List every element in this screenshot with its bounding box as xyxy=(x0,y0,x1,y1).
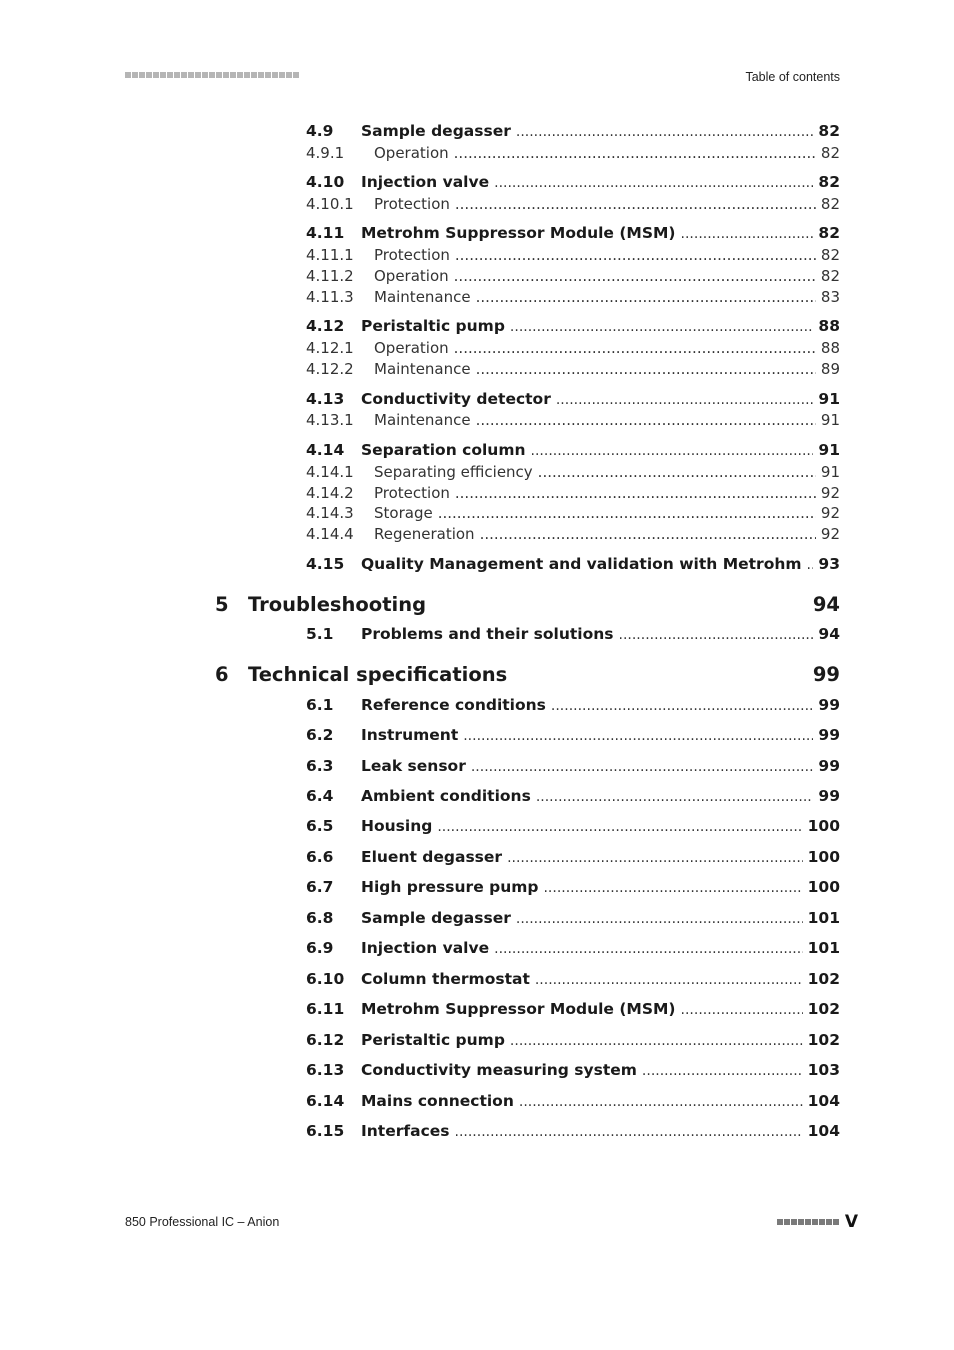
toc-section[interactable] xyxy=(306,817,840,835)
toc-section[interactable] xyxy=(306,625,840,643)
entry-title: Maintenance xyxy=(374,288,471,306)
entry-page: 82 xyxy=(818,122,840,140)
entry-title: Column thermostat xyxy=(361,970,530,988)
entry-number: 6.2 xyxy=(306,726,334,744)
entry-page: 99 xyxy=(818,757,840,775)
dot-leader xyxy=(531,443,814,459)
toc-section[interactable] xyxy=(306,787,840,805)
dot-leader xyxy=(516,911,803,927)
entry-number: 6.3 xyxy=(306,757,334,775)
entry-title: Problems and their solutions xyxy=(361,625,614,643)
entry-number: 6.8 xyxy=(306,909,334,927)
entry-number: 6.11 xyxy=(306,1000,345,1018)
entry-page: 102 xyxy=(807,1031,840,1049)
toc-section[interactable] xyxy=(306,726,840,744)
toc-chapter[interactable] xyxy=(215,593,840,616)
dot-leader xyxy=(556,392,814,408)
entry-page: 92 xyxy=(820,525,840,543)
entry-number: 6.4 xyxy=(306,787,334,805)
toc-section[interactable] xyxy=(306,173,840,191)
entry-number: 6.1 xyxy=(306,696,334,714)
entry-number: 5.1 xyxy=(306,625,334,643)
toc-subsection[interactable] xyxy=(306,525,840,543)
entry-title: Ambient conditions xyxy=(361,787,531,805)
entry-title: Separation column xyxy=(361,441,526,459)
footer-page xyxy=(777,1212,858,1232)
entry-page: 89 xyxy=(820,360,840,378)
entry-page: 100 xyxy=(807,848,840,866)
entry-title: Maintenance xyxy=(374,411,471,429)
dot-leader xyxy=(454,267,816,285)
entry-title: Housing xyxy=(361,817,433,835)
entry-page: 82 xyxy=(820,246,840,264)
dot-leader xyxy=(519,1094,803,1110)
dot-leader xyxy=(455,246,816,264)
entry-title: Reference conditions xyxy=(361,696,546,714)
entry-number: 6.14 xyxy=(306,1092,345,1110)
dot-leader xyxy=(455,1124,803,1140)
toc-section[interactable] xyxy=(306,441,840,459)
toc-section[interactable] xyxy=(306,1061,840,1079)
dot-leader xyxy=(476,288,816,306)
entry-page: 102 xyxy=(807,970,840,988)
entry-title: Operation xyxy=(374,144,449,162)
entry-number: 4.11 xyxy=(306,224,345,242)
entry-title: Interfaces xyxy=(361,1122,450,1140)
toc-subsection[interactable] xyxy=(306,360,840,378)
entry-number: 4.12.2 xyxy=(306,360,354,378)
entry-page: 82 xyxy=(818,173,840,191)
entry-title: Separating efficiency xyxy=(374,463,533,481)
entry-page: 104 xyxy=(807,1092,840,1110)
entry-page: 83 xyxy=(820,288,840,306)
entry-page: 82 xyxy=(818,224,840,242)
entry-title: Mains connection xyxy=(361,1092,514,1110)
entry-title: Peristaltic pump xyxy=(361,317,505,335)
toc-section[interactable] xyxy=(306,122,840,140)
entry-number: 4.14.2 xyxy=(306,484,354,502)
entry-number: 6.7 xyxy=(306,878,334,896)
dot-leader xyxy=(476,411,816,429)
entry-title: Storage xyxy=(374,504,433,522)
toc-section[interactable] xyxy=(306,848,840,866)
entry-page: 99 xyxy=(818,726,840,744)
dot-leader xyxy=(455,195,816,213)
entry-title: Metrohm Suppressor Module (MSM) xyxy=(361,1000,676,1018)
dot-leader xyxy=(536,789,814,805)
entry-title: Sample degasser xyxy=(361,122,511,140)
entry-page: 91 xyxy=(818,390,840,408)
entry-title: Conductivity measuring system xyxy=(361,1061,637,1079)
entry-page: 102 xyxy=(807,1000,840,1018)
entry-number: 6.12 xyxy=(306,1031,345,1049)
entry-page: 82 xyxy=(820,267,840,285)
entry-page: 99 xyxy=(818,787,840,805)
toc-section[interactable] xyxy=(306,878,840,896)
dot-leader xyxy=(507,850,803,866)
toc-section[interactable] xyxy=(306,1122,840,1140)
entry-number: 4.10.1 xyxy=(306,195,354,213)
toc-section[interactable] xyxy=(306,1092,840,1110)
entry-title: Regeneration xyxy=(374,525,475,543)
entry-page: 104 xyxy=(807,1122,840,1140)
entry-number: 4.12.1 xyxy=(306,339,354,357)
entry-page: 82 xyxy=(820,195,840,213)
entry-page: 91 xyxy=(820,411,840,429)
entry-title: Maintenance xyxy=(374,360,471,378)
entry-page: 91 xyxy=(820,463,840,481)
dot-leader xyxy=(516,124,814,140)
entry-page: 101 xyxy=(807,939,840,957)
entry-page: 91 xyxy=(818,441,840,459)
entry-title: Eluent degasser xyxy=(361,848,503,866)
entry-page: 99 xyxy=(818,696,840,714)
dot-leader xyxy=(480,525,816,543)
entry-title: Injection valve xyxy=(361,939,490,957)
entry-title: High pressure pump xyxy=(361,878,539,896)
entry-title: Peristaltic pump xyxy=(361,1031,505,1049)
entry-number: 4.14.1 xyxy=(306,463,354,481)
entry-page: 94 xyxy=(818,625,840,643)
toc-subsection[interactable] xyxy=(306,267,840,285)
toc-subsection[interactable] xyxy=(306,144,840,162)
entry-number: 4.14.3 xyxy=(306,504,354,522)
dot-leader xyxy=(681,1002,803,1018)
entry-number: 4.10 xyxy=(306,173,345,191)
entry-page: 92 xyxy=(820,484,840,502)
chapter-number: 5 xyxy=(215,593,229,616)
dot-leader xyxy=(454,339,816,357)
toc-subsection[interactable] xyxy=(306,504,840,522)
entry-number: 4.14.4 xyxy=(306,525,354,543)
dot-leader xyxy=(510,1033,803,1049)
dot-leader xyxy=(463,728,813,744)
entry-number: 4.11.1 xyxy=(306,246,354,264)
toc-subsection[interactable] xyxy=(306,339,840,357)
entry-title: Instrument xyxy=(361,726,459,744)
dot-leader xyxy=(642,1063,803,1079)
dot-leader xyxy=(535,972,803,988)
chapter-page: 94 xyxy=(812,593,840,616)
header-decoration xyxy=(125,72,299,78)
entry-title: Sample degasser xyxy=(361,909,511,927)
dot-leader xyxy=(681,226,814,242)
entry-title: Operation xyxy=(374,267,449,285)
toc-chapter[interactable] xyxy=(215,663,840,686)
entry-page: 103 xyxy=(807,1061,840,1079)
dot-leader xyxy=(476,360,816,378)
dot-leader xyxy=(538,463,816,481)
toc-subsection[interactable] xyxy=(306,288,840,306)
entry-title: Metrohm Suppressor Module (MSM) xyxy=(361,224,676,242)
entry-number: 4.15 xyxy=(306,555,345,573)
toc-subsection[interactable] xyxy=(306,411,840,429)
chapter-title: Troubleshooting xyxy=(248,593,427,616)
entry-page: 100 xyxy=(807,878,840,896)
dot-leader xyxy=(437,819,802,835)
entry-title: Quality Management and validation with Metrohm xyxy=(361,555,802,573)
entry-page: 92 xyxy=(820,504,840,522)
toc-section[interactable] xyxy=(306,970,840,988)
chapter-page: 99 xyxy=(812,663,840,686)
toc-section[interactable] xyxy=(306,390,840,408)
entry-title: Conductivity detector xyxy=(361,390,551,408)
entry-number: 6.10 xyxy=(306,970,345,988)
footer-product: 850 Professional IC – Anion xyxy=(125,1215,280,1229)
toc-section[interactable] xyxy=(306,757,840,775)
entry-number: 6.9 xyxy=(306,939,334,957)
chapter-number: 6 xyxy=(215,663,229,686)
running-header: Table of contents xyxy=(745,70,840,84)
entry-number: 6.5 xyxy=(306,817,334,835)
page-number: V xyxy=(844,1212,858,1232)
entry-number: 4.11.3 xyxy=(306,288,354,306)
entry-number: 6.15 xyxy=(306,1122,345,1140)
dot-leader xyxy=(543,880,802,896)
toc-section[interactable] xyxy=(306,1000,840,1018)
entry-page: 82 xyxy=(820,144,840,162)
dot-leader xyxy=(471,759,814,775)
dot-leader xyxy=(494,175,813,191)
dot-leader xyxy=(438,504,816,522)
entry-page: 88 xyxy=(820,339,840,357)
entry-number: 6.6 xyxy=(306,848,334,866)
dot-leader xyxy=(455,484,816,502)
entry-page: 101 xyxy=(807,909,840,927)
entry-number: 6.13 xyxy=(306,1061,345,1079)
entry-number: 4.13.1 xyxy=(306,411,354,429)
toc-subsection[interactable] xyxy=(306,195,840,213)
entry-title: Protection xyxy=(374,246,450,264)
entry-title: Leak sensor xyxy=(361,757,466,775)
toc-section[interactable] xyxy=(306,555,840,573)
dot-leader xyxy=(619,627,814,643)
footer-decoration xyxy=(777,1219,839,1225)
toc-subsection[interactable] xyxy=(306,484,840,502)
toc-subsection[interactable] xyxy=(306,463,840,481)
toc-section[interactable] xyxy=(306,696,840,714)
toc-subsection[interactable] xyxy=(306,246,840,264)
entry-page: 93 xyxy=(818,555,840,573)
toc-section[interactable] xyxy=(306,939,840,957)
entry-number: 4.13 xyxy=(306,390,345,408)
dot-leader xyxy=(807,557,814,573)
entry-title: Injection valve xyxy=(361,173,490,191)
entry-number: 4.9 xyxy=(306,122,334,140)
entry-number: 4.11.2 xyxy=(306,267,354,285)
entry-number: 4.12 xyxy=(306,317,345,335)
dot-leader xyxy=(494,941,803,957)
toc-section[interactable] xyxy=(306,317,840,335)
toc-section[interactable] xyxy=(306,1031,840,1049)
entry-title: Operation xyxy=(374,339,449,357)
entry-page: 100 xyxy=(807,817,840,835)
toc-section[interactable] xyxy=(306,909,840,927)
entry-number: 4.14 xyxy=(306,441,345,459)
dot-leader xyxy=(551,698,814,714)
dot-leader xyxy=(454,144,816,162)
entry-title: Protection xyxy=(374,195,450,213)
chapter-title: Technical specifications xyxy=(248,663,508,686)
entry-page: 88 xyxy=(818,317,840,335)
dot-leader xyxy=(510,319,814,335)
entry-number: 4.9.1 xyxy=(306,144,345,162)
toc-section[interactable] xyxy=(306,224,840,242)
entry-title: Protection xyxy=(374,484,450,502)
